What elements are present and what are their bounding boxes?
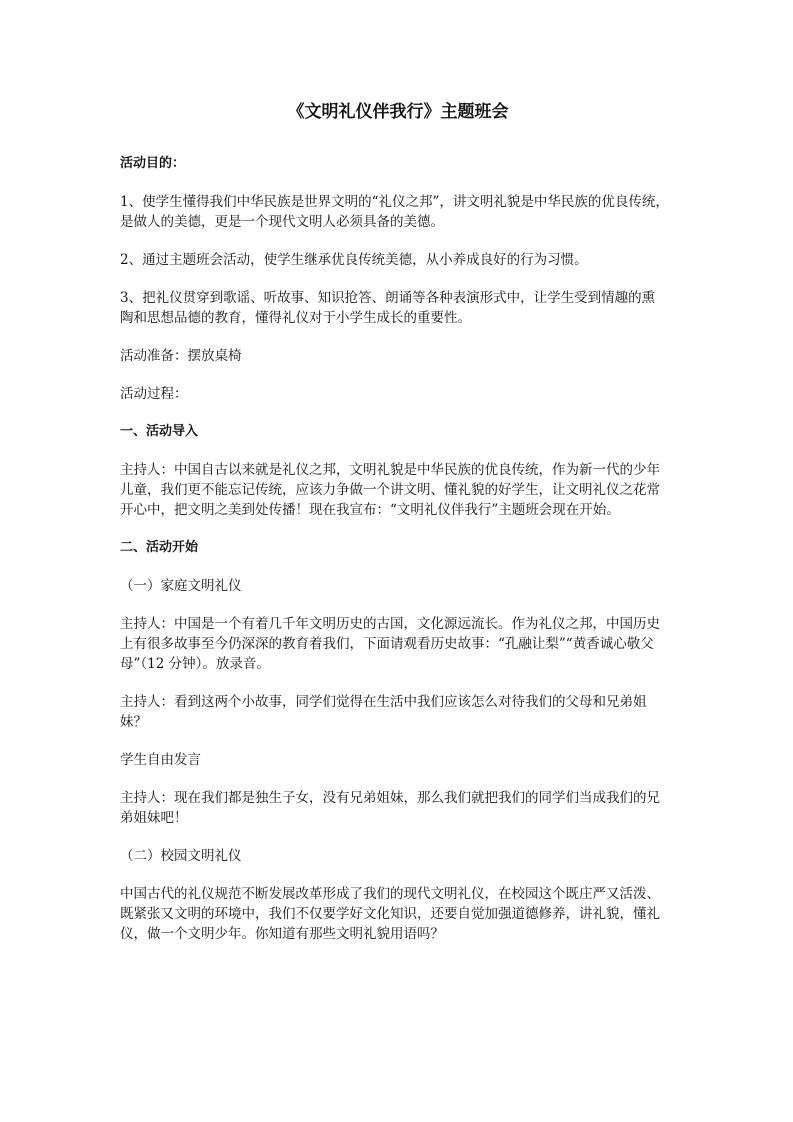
document-title: 《文明礼仪伴我行》主题班会 (287, 102, 509, 122)
host-3-line: 弟姐妹吧！ (120, 810, 188, 826)
goal-1-line: 1、使学生懂得我们中华民族是世界文明的“礼仪之邦”，讲文明礼貌是中华民族的优良传统， (120, 194, 669, 210)
intro-line: 儿童，我们更不能忘记传统，应该力争做一个讲文明、懂礼貌的好学生，让文明礼仪之花常 (120, 482, 660, 498)
subsection-family: （一）家庭文明礼仪 (120, 578, 242, 594)
host-paragraph-2 (120, 692, 676, 732)
campus-paragraph (120, 884, 676, 944)
host-1-line: 上有很多故事至今仍深深的教育着我们，下面请观看历史故事：“孔融让梨”“黄香诚心敬父 (120, 636, 654, 652)
goals-heading: 活动目的： (120, 156, 186, 171)
host-2-line: 主持人：看到这两个小故事，同学们觉得在生活中我们应该怎么对待我们的父母和兄弟姐 (120, 694, 647, 710)
students-speak: 学生自由发言 (120, 752, 201, 768)
host-3-line: 主持人：现在我们都是独生子女，没有兄弟姐妹，那么我们就把我们的同学们当成我们的兄 (120, 790, 660, 806)
goal-3 (120, 288, 676, 328)
host-paragraph-1 (120, 614, 676, 674)
host-2-line: 妹？ (120, 714, 147, 730)
process-label: 活动过程： (120, 386, 188, 402)
campus-line: 中国古代的礼仪规范不断发展改革形成了我们的现代文明礼仪，在校园这个既庄严又活泼、 (120, 886, 660, 902)
campus-line: 既紧张又文明的环境中，我们不仅要学好文化知识，还要自觉加强道德修养，讲礼貌，懂礼 (120, 906, 660, 922)
goal-2: 2、通过主题班会活动，使学生继承优良传统美德，从小养成良好的行为习惯。 (120, 252, 588, 268)
host-1-line: 主持人：中国是一个有着几千年文明历史的古国，文化源远流长。作为礼仪之邦，中国历史 (120, 616, 660, 632)
goal-1-line: 是做人的美德，更是一个现代文明人必须具备的美德。 (120, 214, 444, 230)
intro-paragraph (120, 460, 676, 520)
preparation-text: 活动准备：摆放桌椅 (120, 348, 242, 364)
section-1-heading: 一、活动导入 (120, 424, 199, 439)
host-paragraph-3 (120, 788, 676, 828)
host-1-line: 母”（12 分钟）。放录音。 (120, 656, 270, 672)
campus-line: 仪，做一个文明少年。你知道有那些文明礼貌用语吗？ (120, 926, 444, 942)
subsection-campus: （二）校园文明礼仪 (120, 848, 242, 864)
section-2-heading: 二、活动开始 (120, 540, 199, 555)
intro-line: 开心中，把文明之美到处传播！现在我宣布：“文明礼仪伴我行”主题班会现在开始。 (120, 502, 620, 518)
goal-1 (120, 192, 676, 232)
intro-line: 主持人：中国自古以来就是礼仪之邦，文明礼貌是中华民族的优良传统，作为新一代的少年 (120, 462, 660, 478)
document-page (120, 100, 676, 944)
goal-3-line: 陶和思想品德的教育，懂得礼仪对于小学生成长的重要性。 (120, 310, 471, 326)
goal-3-line: 3、把礼仪贯穿到歌谣、听故事、知识抢答、朗诵等各种表演形式中，让学生受到情趣的熏 (120, 290, 656, 306)
